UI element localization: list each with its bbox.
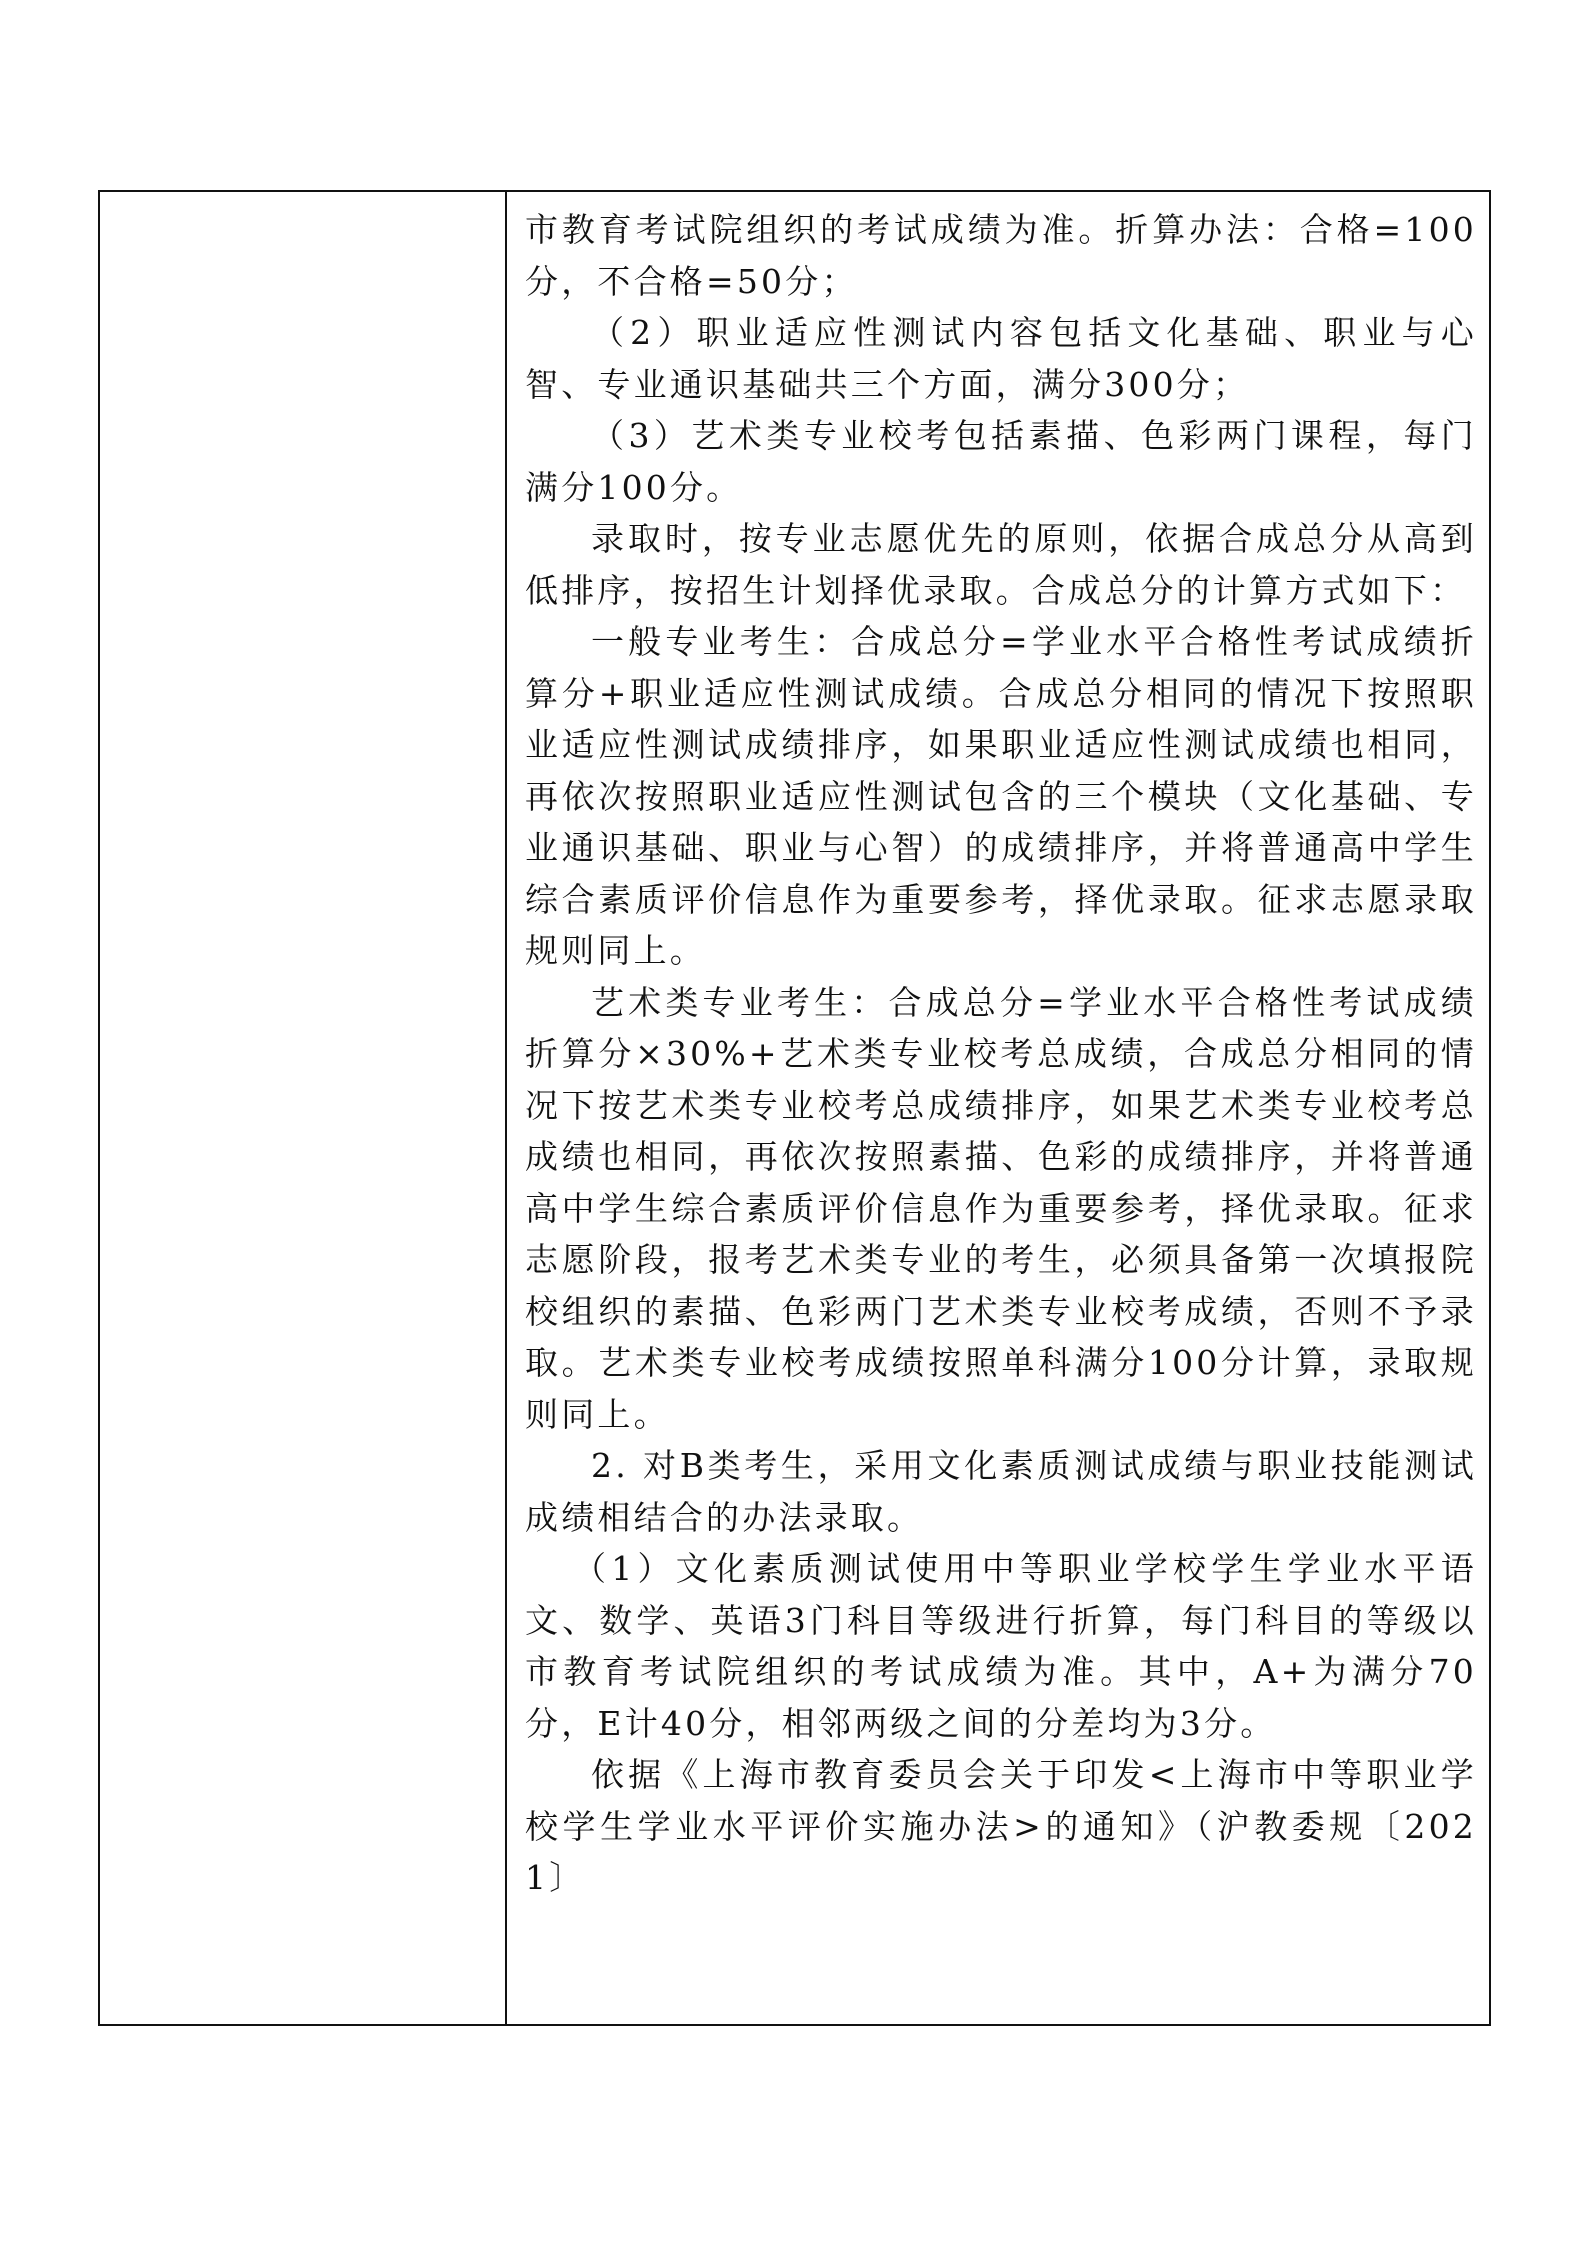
paragraph-cultural-quality-test: （1）文化素质测试使用中等职业学校学生学业水平语文、数学、英语3门科目等级进行折算，每门科目的等级以市教育考试院组织的考试成绩为准。其中，A+为满分70分，E计40分，相邻两级之间的分差均为3分。 xyxy=(525,1549,1477,1743)
paragraph-scoring-method: 市教育考试院组织的考试成绩为准。折算办法：合格=100分，不合格=50分； xyxy=(525,210,1477,301)
paragraph-art-major-candidates: 艺术类专业考生：合成总分=学业水平合格性考试成绩折算分×30%+艺术类专业校考总成绩，合成总分相同的情况下按艺术类专业校考总成绩排序，如果艺术类专业校考总成绩也相同，再依次按照素描、色彩的成绩排序，并将普通高中学生综合素质评价信息作为重要参考，择优录取。征求志愿阶段，报考艺术类专业的考生，必须具备第一次填报院校组织的素描、色彩两门艺术类专业校考成绩，否则不予录取。艺术类专业校考成绩按照单科满分100分计算，录取规则同上。 xyxy=(525,982,1477,1434)
table-right-cell xyxy=(507,192,1489,2024)
paragraph-vocational-aptitude-test: （2）职业适应性测试内容包括文化基础、职业与心智、专业通识基础共三个方面，满分300分； xyxy=(525,313,1477,404)
document-table xyxy=(98,190,1491,2026)
table-left-cell xyxy=(100,192,507,2024)
paragraph-art-school-exam: （3）艺术类专业校考包括素描、色彩两门课程，每门满分100分。 xyxy=(525,416,1477,507)
paragraph-policy-reference: 依据《上海市教育委员会关于印发<上海市中等职业学校学生学业水平评价实施办法>的通知》（沪教委规〔2021〕 xyxy=(525,1755,1477,1897)
paragraph-general-major-candidates: 一般专业考生：合成总分=学业水平合格性考试成绩折算分+职业适应性测试成绩。合成总分相同的情况下按照职业适应性测试成绩排序，如果职业适应性测试成绩也相同，再依次按照职业适应性测试包含的三个模块（文化基础、专业通识基础、职业与心智）的成绩排序，并将普通高中学生综合素质评价信息作为重要参考，择优录取。征求志愿录取规则同上。 xyxy=(525,622,1477,970)
paragraph-category-b-candidates: 2. 对B类考生，采用文化素质测试成绩与职业技能测试成绩相结合的办法录取。 xyxy=(525,1446,1477,1537)
paragraph-admission-principle: 录取时，按专业志愿优先的原则，依据合成总分从高到低排序，按招生计划择优录取。合成总分的计算方式如下： xyxy=(525,519,1477,610)
